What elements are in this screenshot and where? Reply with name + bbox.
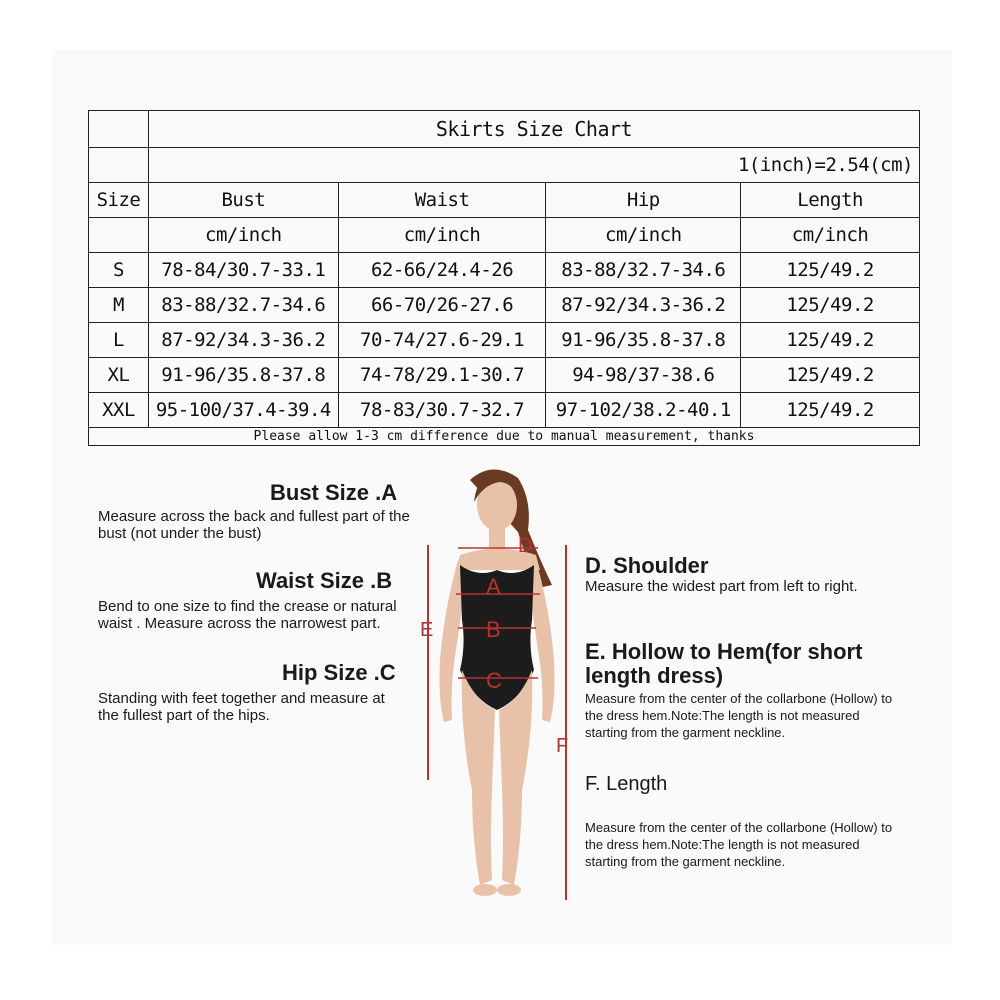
size-cell: XL	[89, 358, 149, 393]
length-cell: 125/49.2	[741, 288, 920, 323]
unit-conversion: 1(inch)=2.54(cm)	[148, 148, 919, 183]
bust-cell: 95-100/37.4-39.4	[148, 393, 338, 428]
table-units-row	[89, 218, 920, 253]
table-units-empty	[89, 218, 149, 253]
right-foot	[497, 884, 521, 896]
marker-d: D	[518, 535, 533, 557]
hollow-to-hem-description: Measure from the center of the collarbone (Hollow) to the dress hem.Note:The length is not measured starting from the garment neckline.	[585, 691, 893, 740]
size-cell: S	[89, 253, 149, 288]
unit-label: cm/inch	[741, 218, 920, 253]
hip-cell: 87-92/34.3-36.2	[546, 288, 741, 323]
measurement-note: Please allow 1-3 cm difference due to manual measurement, thanks	[89, 428, 920, 446]
shoulder-title: D. Shoulder	[585, 553, 709, 578]
column-header-bust: Bust	[148, 183, 338, 218]
marker-c: C	[486, 668, 502, 693]
neck-shape	[489, 528, 505, 548]
unit-label: cm/inch	[148, 218, 338, 253]
waist-size-title: Waist Size .B	[256, 568, 393, 593]
waist-cell: 74-78/29.1-30.7	[338, 358, 546, 393]
shoulder-description: Measure the widest part from left to right.	[585, 578, 858, 595]
table-corner-cell	[89, 148, 149, 183]
hip-size-title: Hip Size .C	[282, 660, 396, 685]
bust-cell: 91-96/35.8-37.8	[148, 358, 338, 393]
waist-size-description: Bend to one size to find the crease or natural waist . Measure across the narrowest part.	[98, 598, 397, 632]
marker-e: E	[420, 619, 434, 641]
marker-b: B	[486, 617, 501, 642]
length-cell: 125/49.2	[741, 253, 920, 288]
left-foot	[473, 884, 497, 896]
table-header-row	[89, 183, 920, 218]
bust-cell: 83-88/32.7-34.6	[148, 288, 338, 323]
unit-label: cm/inch	[338, 218, 546, 253]
waist-cell: 70-74/27.6-29.1	[338, 323, 546, 358]
marker-a: A	[486, 574, 501, 599]
size-cell: M	[89, 288, 149, 323]
model-figure	[400, 460, 580, 910]
column-header-waist: Waist	[338, 183, 546, 218]
length-title: F. Length	[585, 773, 668, 795]
table-row	[89, 288, 920, 323]
table-row	[89, 393, 920, 428]
unit-label: cm/inch	[546, 218, 741, 253]
bust-size-title: Bust Size .A	[270, 480, 398, 505]
hip-cell: 91-96/35.8-37.8	[546, 323, 741, 358]
bust-cell: 87-92/34.3-36.2	[148, 323, 338, 358]
hollow-to-hem-title: E. Hollow to Hem(for short length dress)	[585, 639, 863, 688]
table-row	[89, 323, 920, 358]
length-cell: 125/49.2	[741, 323, 920, 358]
marker-f: F	[556, 735, 569, 757]
table-row	[89, 253, 920, 288]
size-chart-table	[88, 110, 920, 446]
hip-cell: 97-102/38.2-40.1	[546, 393, 741, 428]
waist-cell: 78-83/30.7-32.7	[338, 393, 546, 428]
waist-cell: 66-70/26-27.6	[338, 288, 546, 323]
table-row	[89, 358, 920, 393]
bust-size-description: Measure across the back and fullest part of the bust (not under the bust)	[98, 508, 410, 542]
bust-cell: 78-84/30.7-33.1	[148, 253, 338, 288]
column-header-length: Length	[741, 183, 920, 218]
hip-size-description: Standing with feet together and measure at the fullest part of the hips.	[98, 690, 385, 724]
table-corner-cell	[89, 111, 149, 148]
size-cell: XXL	[89, 393, 149, 428]
hip-cell: 94-98/37-38.6	[546, 358, 741, 393]
table-conversion-row	[89, 148, 920, 183]
length-cell: 125/49.2	[741, 358, 920, 393]
column-header-hip: Hip	[546, 183, 741, 218]
length-description: Measure from the center of the collarbone (Hollow) to the dress hem.Note:The length is not measured starting from the garment neckline.	[585, 820, 893, 869]
column-header-size: Size	[89, 183, 149, 218]
waist-cell: 62-66/24.4-26	[338, 253, 546, 288]
table-title-row	[89, 111, 920, 148]
table-title: Skirts Size Chart	[148, 111, 919, 148]
table-note-row	[89, 428, 920, 446]
length-cell: 125/49.2	[741, 393, 920, 428]
size-cell: L	[89, 323, 149, 358]
hip-cell: 83-88/32.7-34.6	[546, 253, 741, 288]
